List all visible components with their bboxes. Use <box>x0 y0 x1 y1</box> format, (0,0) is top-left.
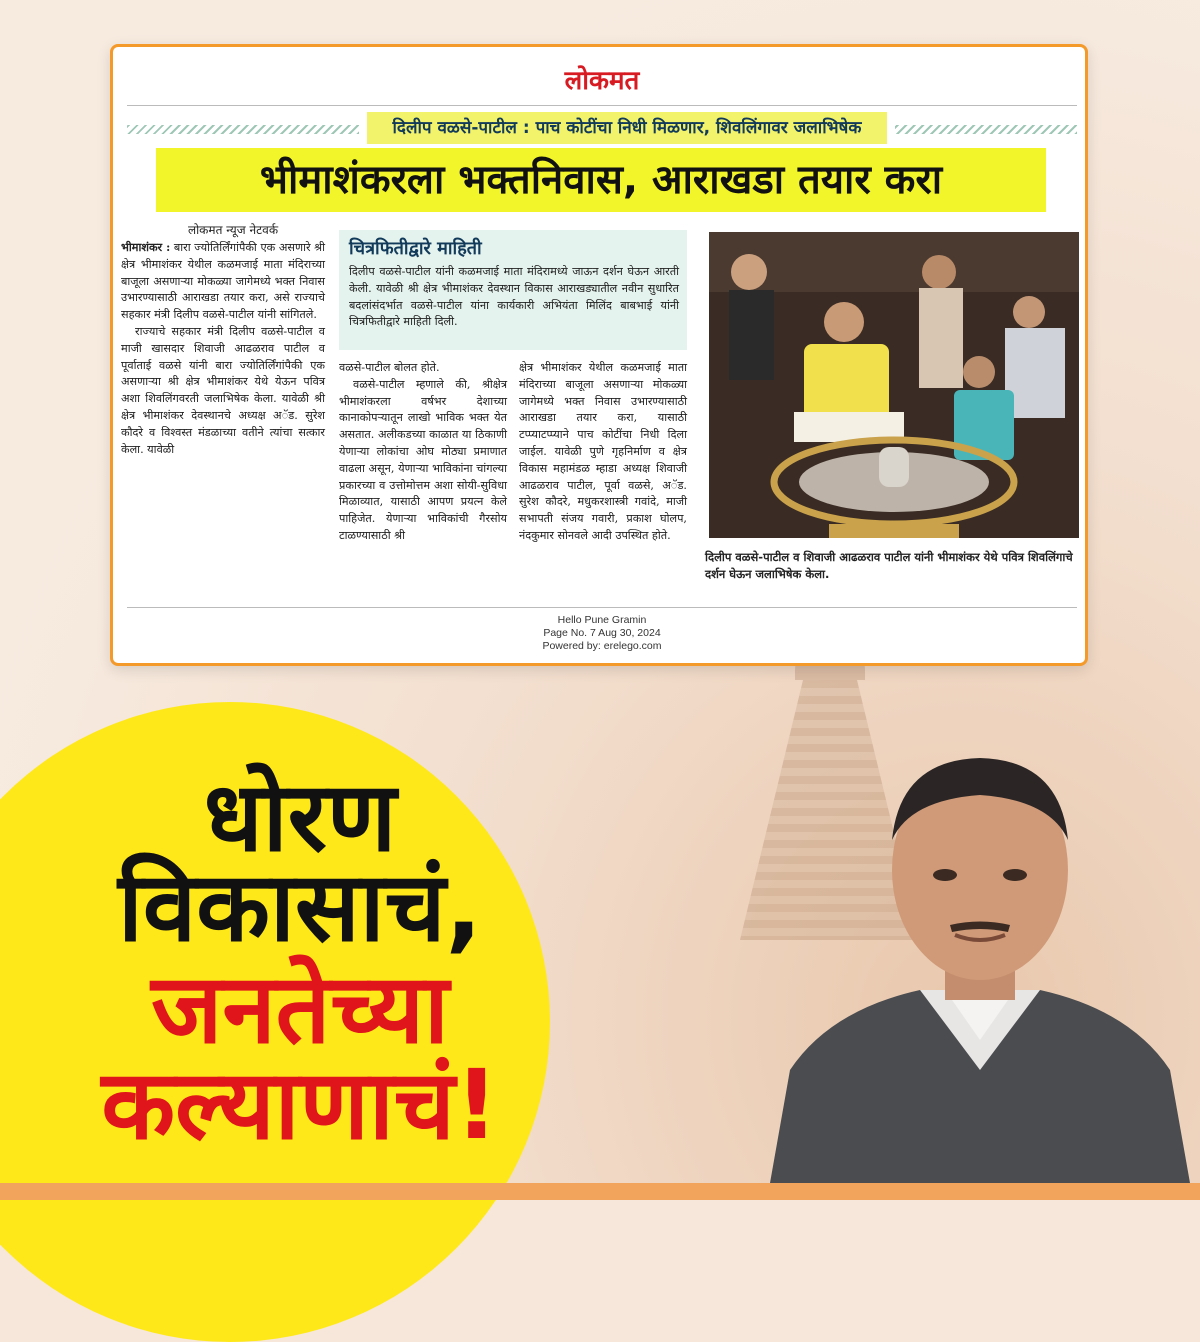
slogan-line-1: धोरण <box>203 761 397 873</box>
newspaper-clipping <box>110 44 1088 666</box>
newspaper-masthead: लोकमत <box>564 66 640 96</box>
paragraph: क्षेत्र भीमाशंकर येथील कळमजाई माता मंदिराच्या बाजूला असणाऱ्या मोकळ्या जागेमध्ये भक्त निवास उभारण्यासाठी आराखडा तयार करा, यासाठी टप्प्याटप्प्याने पाच कोटींचा निधी दिला जाईल. यावेळी पुणे गृहनिर्माण व क्षेत्र विकास महामंडळ म्हाडा अध्यक्ष शिवाजी आढळराव पाटील, पूर्वा वळसे, अॅड. सुरेश कौदरे, मधुकरशास्त्री गवांदे, माजी सभापती संजय गवारी, प्रकाश घोलप, नंदकुमार सोनवले आदी उपस्थित होते. <box>519 361 687 542</box>
paragraph: राज्याचे सहकार मंत्री दिलीप वळसे-पाटील व माजी खासदार शिवाजी आढळराव पाटील व पूर्वाताई वळसे यांनी बारा ज्योतिर्लिंगांपैकी एक असणाऱ्या श्री क्षेत्र भीमाशंकर येथे येऊन पवित्र अशा शिवलिंगवरती जलाभिषेक केला. यावेळी श्री क्षेत्र भीमाशंकर देवस्थानचे अध्यक्ष अॅड. सुरेश कौदरे व विश्वस्त मंडळाच्या वतीने त्यांचा सत्कार केला. यावेळी <box>121 324 325 456</box>
kicker-text: दिलीप वळसे-पाटील : पाच कोटींचा निधी मिळणार, शिवलिंगावर जलाभिषेक <box>367 112 887 144</box>
footer-source: Hello Pune Gramin <box>557 614 647 626</box>
article-column-2 <box>339 360 507 545</box>
paragraph: बारा ज्योतिर्लिंगांपैकी एक असणारे श्री क्षेत्र भीमाशंकर येथील कळमजाई माता मंदिराच्या बाजूला असणाऱ्या मोकळ्या जागेमध्ये भक्त निवास उभारण्यासाठी आराखडा तयार करा, असे राज्याचे सहकार मंत्री दिलीप वळसे-पाटील यांनी सांगितले. <box>121 241 325 322</box>
footer-page-date: Page No. 7 Aug 30, 2024 <box>543 627 661 639</box>
divider <box>127 607 1077 608</box>
hatch-decoration <box>895 125 1077 134</box>
paragraph: वळसे-पाटील म्हणाले की, श्रीक्षेत्र भीमाशंकरला वर्षभर देशाच्या कानाकोपऱ्यातून लाखो भाविक भक्त येत असतात. अलीकडच्या काळात या ठिकाणी येणाऱ्या लोकांचा ओघ मोठ्या प्रमाणात वाढला असून, येणाऱ्या भाविकांना चांगल्या प्रकारच्या व उत्तोमोत्तम अशा सोयी-सुविधा मिळाव्यात, यासाठी आपण प्रयत्न केले पाहिजेत. येणाऱ्या भाविकांची गैरसोय टाळण्यासाठी श्री <box>339 377 507 542</box>
slogan-line-2: विकासाचं, <box>117 851 483 963</box>
hatch-decoration <box>127 125 359 134</box>
footer-powered-by: Powered by: erelego.com <box>542 640 662 652</box>
box-text: दिलीप वळसे-पाटील यांनी कळमजाई माता मंदिरामध्ये जाऊन दर्शन घेऊन आरती केली. यावेळी श्री क्षेत्र भीमाशंकर देवस्थान विकास आराखड्यातील नवीन सुधारित बदलांसंदर्भात वळसे-पाटील यांना कार्यकारी अभियंता मिलिंद बाबभाई यांनी चित्रफितीद्वारे माहिती दिली. <box>349 265 679 329</box>
divider <box>127 105 1077 106</box>
article-column-1 <box>121 239 325 458</box>
bottom-accent-bar <box>0 1183 1200 1200</box>
dateline: भीमाशंकर : <box>121 240 171 254</box>
byline: लोकमत न्यूज नेटवर्क <box>187 223 279 237</box>
slogan-line-3: जनतेच्या <box>151 953 449 1065</box>
news-photo <box>709 232 1079 538</box>
sidebar-box <box>339 230 687 350</box>
leader-portrait <box>770 740 1190 1183</box>
slogan-line-4: कल्याणाचं! <box>101 1049 499 1161</box>
paragraph: वळसे-पाटील बोलत होते. <box>339 361 440 374</box>
box-title: चित्रफितीद्वारे माहिती <box>349 238 482 259</box>
headline: भीमाशंकरला भक्तनिवास, आराखडा तयार करा <box>156 148 1046 212</box>
article-column-3 <box>519 360 687 545</box>
kicker-band <box>127 112 1077 146</box>
photo-caption: दिलीप वळसे-पाटील व शिवाजी आढळराव पाटील यांनी भीमाशंकर येथे पवित्र शिवलिंगाचे दर्शन घेऊन जलाभिषेक केला. <box>705 550 1073 581</box>
clipping-footer <box>113 614 1091 653</box>
